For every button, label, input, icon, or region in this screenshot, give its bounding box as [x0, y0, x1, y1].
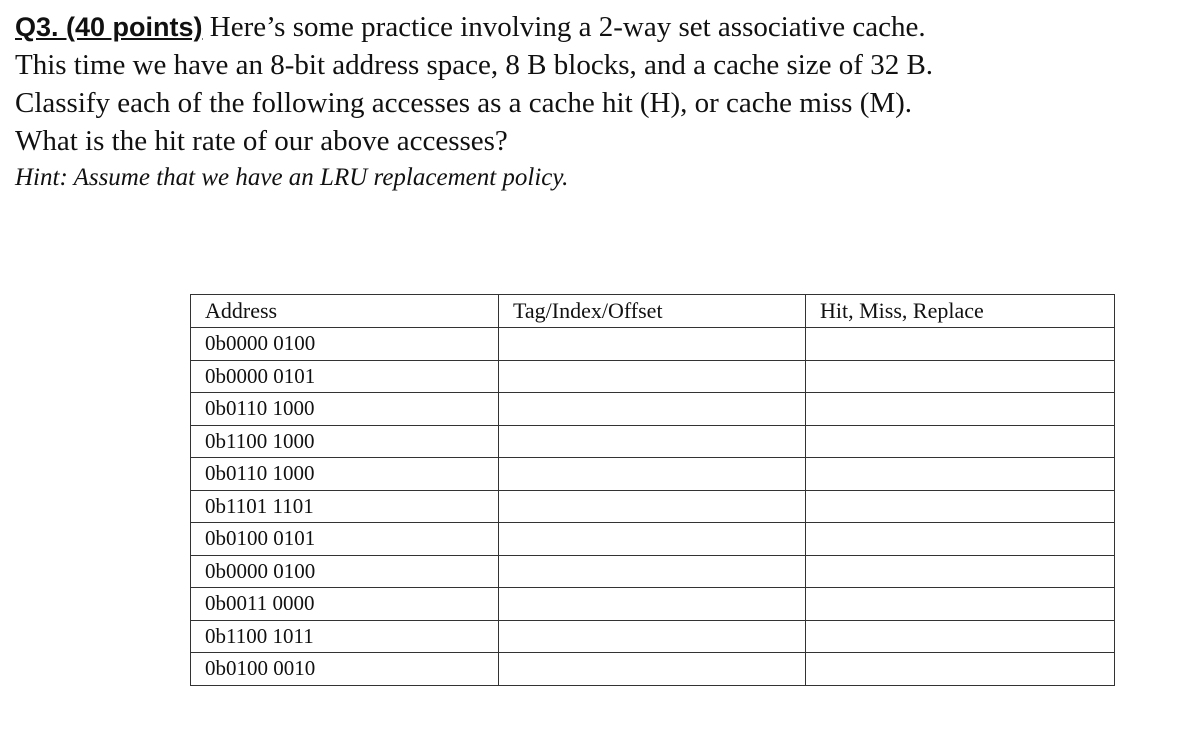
table-row	[191, 490, 1115, 523]
tag-index-offset-cell[interactable]	[499, 490, 806, 523]
address-cell: 0b0100 0101	[191, 523, 499, 556]
hit-miss-replace-cell[interactable]	[806, 555, 1115, 588]
table-row	[191, 523, 1115, 556]
tag-index-offset-cell[interactable]	[499, 458, 806, 491]
hit-miss-replace-cell[interactable]	[806, 620, 1115, 653]
hit-miss-replace-cell[interactable]	[806, 425, 1115, 458]
address-cell: 0b0100 0010	[191, 653, 499, 686]
header-tag-index-offset: Tag/Index/Offset	[499, 295, 806, 328]
hint-text: Hint: Assume that we have an LRU replacement policy.	[15, 164, 569, 191]
table-row	[191, 360, 1115, 393]
cache-access-table	[190, 294, 1115, 686]
tag-index-offset-cell[interactable]	[499, 653, 806, 686]
table-row	[191, 393, 1115, 426]
header-hit-miss-replace: Hit, Miss, Replace	[806, 295, 1115, 328]
table-row	[191, 555, 1115, 588]
tag-index-offset-cell[interactable]	[499, 360, 806, 393]
table-row	[191, 620, 1115, 653]
question-line-4: What is the hit rate of our above accesses?	[15, 125, 508, 157]
address-cell: 0b0000 0100	[191, 328, 499, 361]
address-cell: 0b1101 1101	[191, 490, 499, 523]
question-block	[15, 8, 1175, 194]
tag-index-offset-cell[interactable]	[499, 588, 806, 621]
table-row	[191, 328, 1115, 361]
address-cell: 0b1100 1011	[191, 620, 499, 653]
hit-miss-replace-cell[interactable]	[806, 458, 1115, 491]
hit-miss-replace-cell[interactable]	[806, 653, 1115, 686]
question-line-3: Classify each of the following accesses as a cache hit (H), or cache miss (M).	[15, 87, 913, 119]
table-row	[191, 458, 1115, 491]
address-cell: 0b1100 1000	[191, 425, 499, 458]
table-row	[191, 425, 1115, 458]
table-row	[191, 588, 1115, 621]
tag-index-offset-cell[interactable]	[499, 620, 806, 653]
hit-miss-replace-cell[interactable]	[806, 360, 1115, 393]
hit-miss-replace-cell[interactable]	[806, 328, 1115, 361]
hit-miss-replace-cell[interactable]	[806, 588, 1115, 621]
question-line-2: This time we have an 8-bit address space, 8 B blocks, and a cache size of 32 B.	[15, 49, 934, 81]
tag-index-offset-cell[interactable]	[499, 393, 806, 426]
tag-index-offset-cell[interactable]	[499, 523, 806, 556]
address-cell: 0b0011 0000	[191, 588, 499, 621]
tag-index-offset-cell[interactable]	[499, 425, 806, 458]
question-label: Q3. (40 points)	[15, 12, 203, 42]
tag-index-offset-cell[interactable]	[499, 328, 806, 361]
address-cell: 0b0110 1000	[191, 393, 499, 426]
hit-miss-replace-cell[interactable]	[806, 393, 1115, 426]
table-row	[191, 653, 1115, 686]
table-header-row	[191, 295, 1115, 328]
table-body	[191, 328, 1115, 686]
address-cell: 0b0000 0100	[191, 555, 499, 588]
address-cell: 0b0000 0101	[191, 360, 499, 393]
question-intro: Here’s some practice involving a 2-way set associative cache.	[209, 11, 926, 43]
tag-index-offset-cell[interactable]	[499, 555, 806, 588]
question-line-1	[15, 8, 1175, 46]
hit-miss-replace-cell[interactable]	[806, 490, 1115, 523]
address-cell: 0b0110 1000	[191, 458, 499, 491]
header-address: Address	[191, 295, 499, 328]
hit-miss-replace-cell[interactable]	[806, 523, 1115, 556]
